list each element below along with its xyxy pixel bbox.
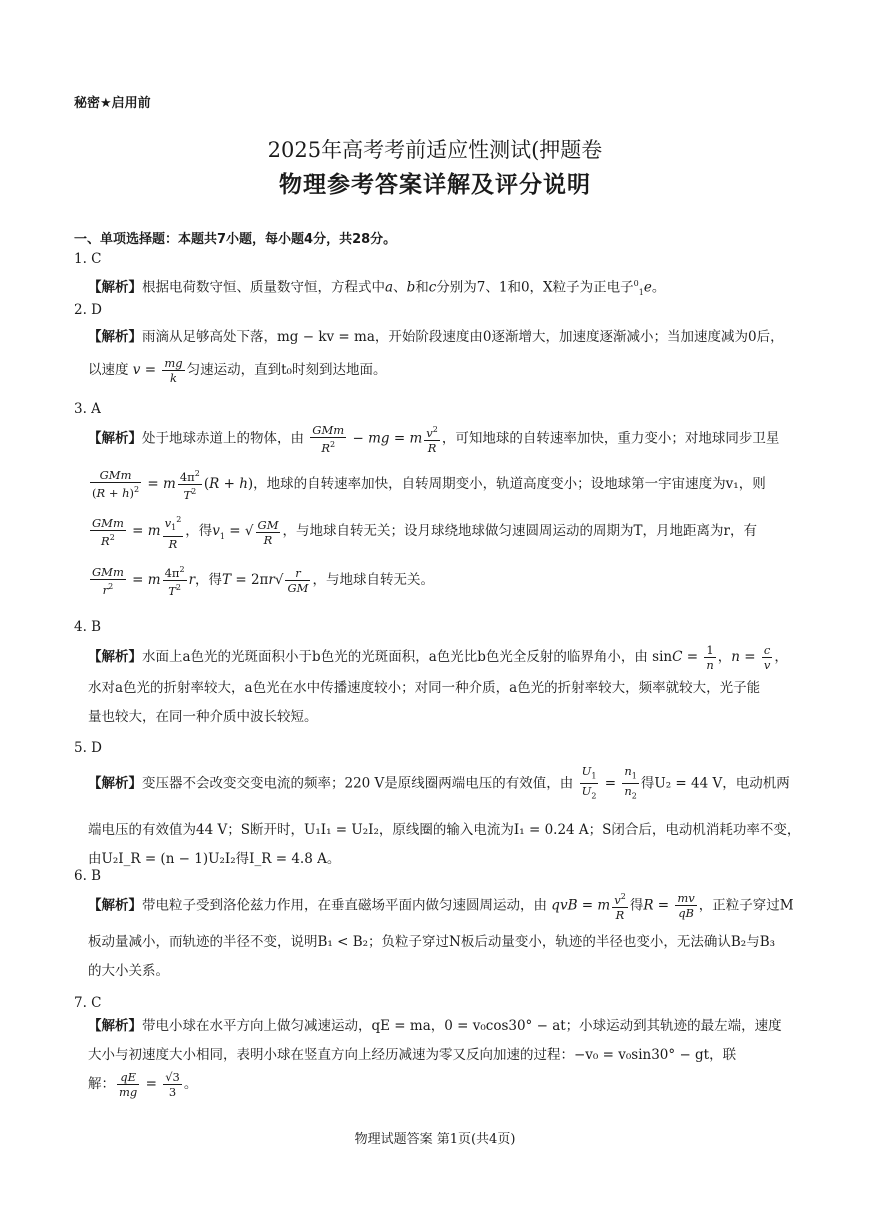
explanation-q3: 【解析】处于地球赤道上的物体，由 $\frac{\text{GMm}}{R^2}$ − mg = m $\frac{v^2}{R}$ ，可知地球的自转速率加快，重力变小；对地球同步卫星 $\frac{\text{GMm}}{(R + h)^2}$ = m $\frac{4\pi^2}{T^2}$ (R + h)，地球的自转速率加快，自转周期变小，轨道高度变小；设地球第一宇宙速度为v₁，则 $\frac{\text{GMm}}{R^2}$ = m $\frac{v_1^2}{R}$ ，得$v_1$ = √ $\frac{GM}{R}$ ，与地球自转无关；设月球绕地球做匀速圆周运动的周期为T，月地距离为r，有 $\frac{\text{GMm}}{r^2}$ = m $\frac{4\pi^2}{T^2}$ r，得T = 2πr√ $\frac{r}{GM}$ ，与地球自转无关。 [88, 423, 780, 598]
q3-line2: ，地球的自转速率加快，自转周期变小，轨道高度变小；设地球第一宇宙速度为v₁，则 [253, 475, 766, 492]
fraction: $\frac{1}{n}$ [706, 643, 714, 672]
explanation-q4: 【解析】水面上a色光的光斑面积小于b色光的光斑面积，a色光比b色光全反射的临界角小，由 sinC = $\frac{1}{n}$ ，n = $\frac{c}{v}$ ， 水对a色光的折射率较大，a色光在水中传播速度较小；对同一种介质，a色光的折射率较大，频率就较大，光子能 量也较大，在同一种介质中波长较短。 [88, 643, 788, 725]
q3-line1-a: 处于地球赤道上的物体，由 [142, 430, 304, 447]
question-number: 5. D [74, 740, 102, 756]
q6-line1-b: ，正粒子穿过M [698, 897, 794, 914]
explanation-q5: 【解析】变压器不会改变交变电流的频率；220 V是原线圈两端电压的有效值，由 $\frac{U_1}{U_2}$ = $\frac{n_1}{n_2}$ 得U₂ = 44 V，电动机两 端电压的有效值为44 V；S断开时，U₁I₁ = U₂I₂，原线圈的输入电流为I₁ = 0.24 A；S闭合后，电动机消耗功率不变， 由U₂I_R = (n − 1)U₂I₂得I_R = 4.8 A。 [88, 764, 801, 867]
document-title: 物理参考答案详解及评分说明 [279, 172, 591, 198]
q1-text-a: 根据电荷数守恒、质量数守恒，方程式中 [142, 279, 385, 296]
q6-line1-a: 带电粒子受到洛伦兹力作用，在垂直磁场平面内做匀速圆周运动，由 [142, 897, 547, 914]
confidential-label: 秘密★启用前 [74, 96, 151, 111]
question-number: 6. B [74, 868, 102, 884]
q4-line1-a: 水面上a色光的光斑面积小于b色光的光斑面积，a色光比b色光全反射的临界角小，由 [142, 649, 648, 665]
q2-line2-b: 匀速运动，直到t₀时刻到达地面。 [186, 362, 387, 378]
fraction: $\frac{mg}{k}$ [164, 356, 183, 385]
exam-title: 2025年高考考前适应性测试(押题卷 [267, 138, 603, 162]
analysis-tag: 【解析】 [88, 775, 142, 792]
q4-line2: 水对a色光的折射率较大，a色光在水中传播速度较小；对同一种介质，a色光的折射率较大，频率就较大，光子能 [88, 680, 761, 696]
q3-line3-b: ，与地球自转无关；设月球绕地球做匀速圆周运动的周期为T，月地距离为r，有 [282, 523, 757, 540]
analysis-tag: 【解析】 [88, 279, 142, 296]
fraction: $\frac{\text{GMm}}{R^2}$ [92, 516, 124, 548]
analysis-tag: 【解析】 [88, 649, 142, 665]
fraction: $\frac{qE}{mg}$ [119, 1070, 138, 1099]
q3-line4-b: ，与地球自转无关。 [312, 572, 434, 589]
fraction: $\frac{n_1}{n_2}$ [624, 764, 637, 801]
question-number: 1. C [74, 251, 102, 267]
q5-line1-b: 得U₂ = 44 V，电动机两 [640, 775, 790, 792]
fraction: $\frac{\text{GMm}}{(R + h)^2}$ [92, 468, 140, 501]
q6-line3: 的大小关系。 [88, 962, 169, 979]
fraction: $\frac{\text{GMm}}{r^2}$ [92, 564, 124, 597]
fraction: $\frac{GM}{R}$ [257, 517, 279, 547]
fraction: $\frac{c}{v}$ [763, 643, 771, 672]
fraction: $\frac{v^2}{R}$ [426, 425, 438, 455]
fraction: $\frac{r}{GM}$ [287, 566, 309, 596]
explanation-q2: 【解析】雨滴从足够高处下落，mg − kv = ma，开始阶段速度由0逐渐增大，加速度逐渐减小；当加速度减为0后， 以速度 v = $\frac{mg}{k}$ 匀速运动，直到t₀时刻到达地面。 [88, 329, 784, 385]
fraction: $\frac{\text{GMm}}{R^2}$ [312, 423, 345, 455]
fraction: $\frac{√3}{3}$ [165, 1070, 180, 1099]
q3-line1-b: ，可知地球的自转速率加快，重力变小；对地球同步卫星 [441, 430, 780, 447]
q5-line2: 端电压的有效值为44 V；S断开时，U₁I₁ = U₂I₂，原线圈的输入电流为I₁ = 0.24 A；S闭合后，电动机消耗功率不变， [88, 821, 801, 838]
question-number: 7. C [74, 995, 102, 1011]
q1-text-b: 分别为7、1和0，X粒子为正电子 [436, 279, 634, 296]
fraction: $\frac{v_1^2}{R}$ [164, 515, 182, 551]
fraction: $\frac{4\pi^2}{T^2}$ [164, 565, 185, 598]
q4-line3: 量也较大，在同一种介质中波长较短。 [88, 709, 318, 725]
explanation-q1: 【解析】根据电荷数守恒、质量数守恒，方程式中a、b和c分别为7、1和0，X粒子为正电子$^0_1$e。 [88, 279, 666, 298]
q2-line2-a: 以速度 [88, 362, 129, 378]
question-number: 3. A [74, 401, 101, 417]
q5-line1-a: 变压器不会改变交变电流的频率；220 V是原线圈两端电压的有效值，由 [142, 775, 574, 792]
analysis-tag: 【解析】 [88, 329, 142, 345]
q3-line3-a: ，得 [185, 523, 213, 540]
explanation-q6: 【解析】带电粒子受到洛伦兹力作用，在垂直磁场平面内做匀速圆周运动，由 qvB = m $\frac{v^2}{R}$ 得R = $\frac{mv}{qB}$ ，正粒子穿过M 板动量减小，而轨迹的半径不变，说明B₁ < B₂；负粒子穿过N板后动量变小，轨迹的半径也变小，无法确认B₂与B₃ 的大小关系。 [88, 891, 794, 979]
q6-line2: 板动量减小，而轨迹的半径不变，说明B₁ < B₂；负粒子穿过N板后动量变小，轨迹的半径也变小，无法确认B₂与B₃ [88, 933, 776, 950]
question-number: 4. B [74, 619, 102, 635]
page-footer: 物理试题答案 第1页(共4页) [354, 1132, 516, 1147]
fraction: $\frac{U_1}{U_2}$ [581, 764, 597, 801]
q7-line2: 大小与初速度大小相同，表明小球在竖直方向上经历减速为零又反向加速的过程：−v₀ = v₀sin30° − gt，联 [88, 1047, 737, 1063]
q7-line1: 带电小球在水平方向上做匀减速运动，qE = ma，0 = v₀cos30° − at；小球运动到其轨迹的最左端，速度 [142, 1018, 782, 1034]
explanation-q7: 【解析】带电小球在水平方向上做匀减速运动，qE = ma，0 = v₀cos30° − at；小球运动到其轨迹的最左端，速度 大小与初速度大小相同，表明小球在竖直方向上经历减速为零又反向加速的过程：−v₀ = v₀sin30° − gt，联 解： $\frac{qE}{mg}$ = $\frac{√3}{3}$ 。 [88, 1018, 782, 1099]
analysis-tag: 【解析】 [88, 897, 142, 914]
fraction: $\frac{v^2}{R}$ [614, 892, 626, 922]
q5-line3: 由U₂I_R = (n − 1)U₂I₂得I_R = 4.8 A。 [88, 850, 341, 867]
q3-line4-a: ，得 [195, 572, 223, 589]
q7-line3-a: 解： [88, 1076, 115, 1092]
analysis-tag: 【解析】 [88, 430, 142, 447]
fraction: $\frac{mv}{qB}$ [677, 891, 695, 921]
section-heading: 一、单项选择题：本题共7小题，每小题4分，共28分。 [74, 232, 397, 247]
analysis-tag: 【解析】 [88, 1018, 142, 1034]
q2-line1: 雨滴从足够高处下落，mg − kv = ma，开始阶段速度由0逐渐增大，加速度逐渐减小；当加速度减为0后， [142, 329, 784, 345]
fraction: $\frac{4\pi^2}{T^2}$ [179, 468, 200, 502]
question-number: 2. D [74, 302, 102, 318]
